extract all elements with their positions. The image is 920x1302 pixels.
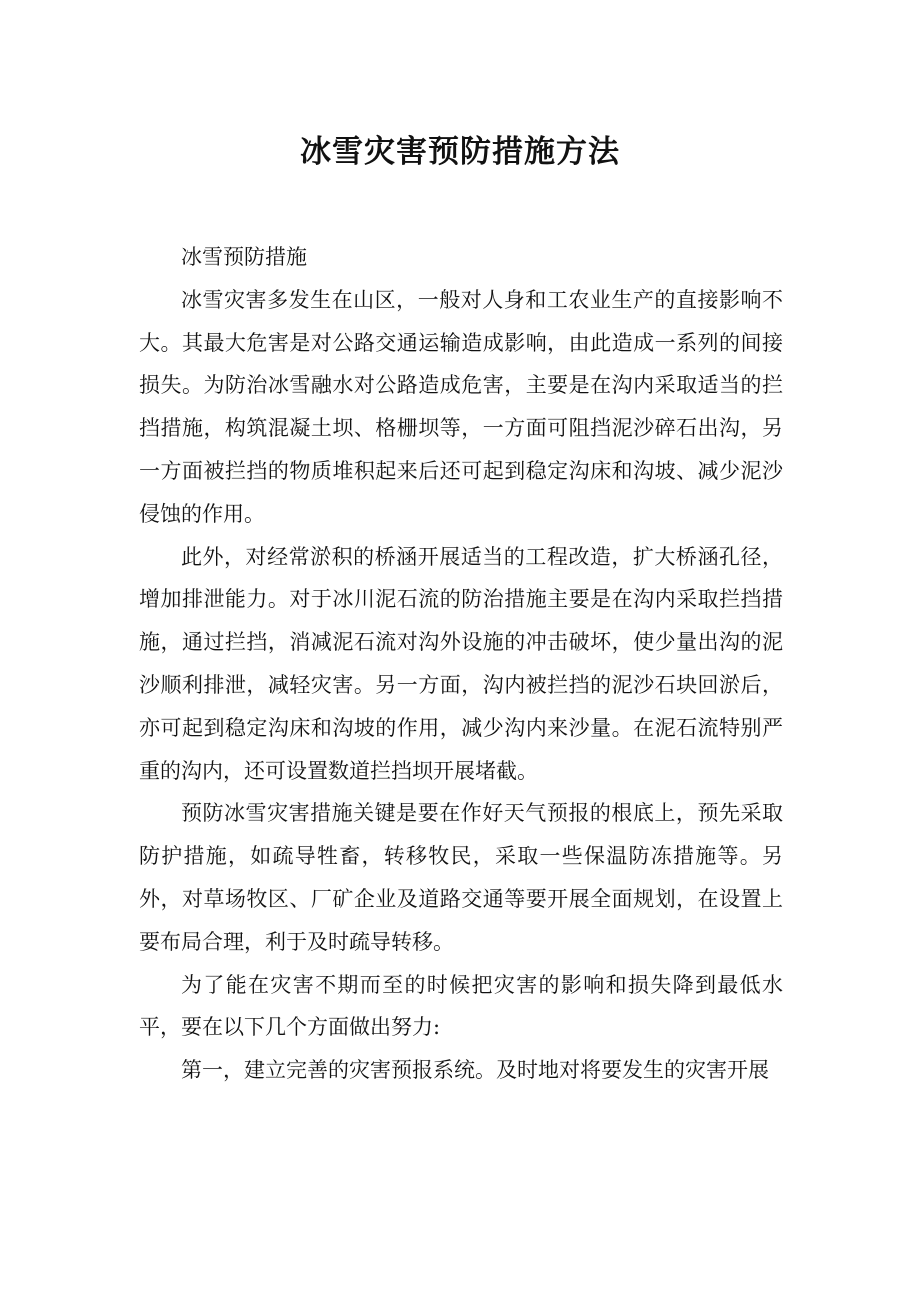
paragraph: 第一，建立完善的灾害预报系统。及时地对将要发生的灾害开展 <box>181 1058 769 1083</box>
document-body <box>139 236 783 1092</box>
paragraph: 此外，对经常淤积的桥涵开展适当的工程改造，扩大桥涵孔径，增加排泄能力。对于冰川泥石流的防治措施主要是在沟内采取拦挡措施，通过拦挡，消减泥石流对沟外设施的冲击破坏，使少量出沟的泥沙顺利排泄，减轻灾害。另一方面，沟内被拦挡的泥沙石块回淤后，亦可起到稳定沟床和沟坡的作用，减少沟内来沙量。在泥石流特别严重的沟内，还可设置数道拦挡坝开展堵截。 <box>139 544 783 783</box>
paragraph: 为了能在灾害不期而至的时候把灾害的影响和损失降到最低水平，要在以下几个方面做出努力: <box>139 972 783 1040</box>
document-title: 冰雪灾害预防措施方法 <box>300 134 620 170</box>
paragraph-heading: 冰雪预防措施 <box>181 245 307 269</box>
paragraph: 冰雪灾害多发生在山区，一般对人身和工农业生产的直接影响不大。其最大危害是对公路交通运输造成影响，由此造成一系列的间接损失。为防治冰雪融水对公路造成危害，主要是在沟内采取适当的拦挡措施，构筑混凝土坝、格栅坝等，一方面可阻挡泥沙碎石出沟，另一方面被拦挡的物质堆积起来后还可起到稳定沟床和沟坡、减少泥沙侵蚀的作用。 <box>139 287 783 526</box>
paragraph: 预防冰雪灾害措施关键是要在作好天气预报的根底上，预先采取防护措施，如疏导牲畜，转移牧民，采取一些保温防冻措施等。另外，对草场牧区、厂矿企业及道路交通等要开展全面规划，在设置上要布局合理，利于及时疏导转移。 <box>139 801 783 954</box>
